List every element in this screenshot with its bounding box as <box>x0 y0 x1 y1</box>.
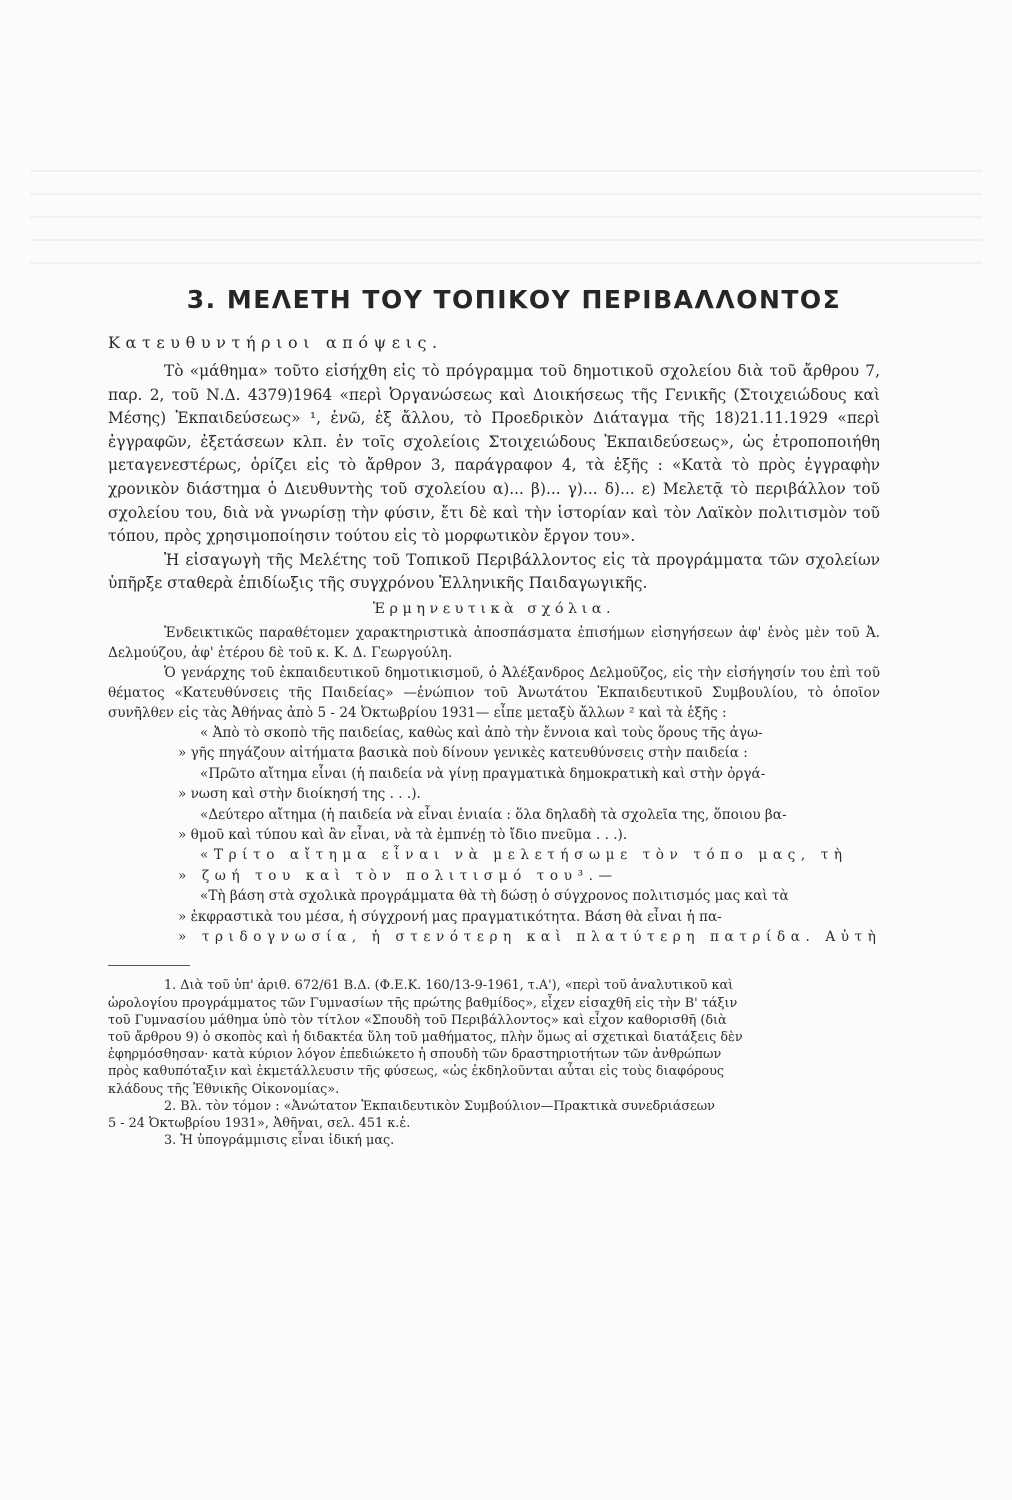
footnote-line: τοῦ Γυμνασίου μάθημα ὑπὸ τὸν τίτλον «Σπουδὴ τοῦ Περιβάλλοντος» καὶ εἶχον καθορισθῆ (διὰ <box>108 1012 727 1028</box>
subheading: Κατευθυντήριοι απόψεις. <box>108 333 443 352</box>
quote-line-emphasized: » ζωή του καὶ τὸν πολιτισμό του³.— <box>178 867 618 884</box>
paragraph: Ἡ εἰσαγωγὴ τῆς Μελέτης τοῦ Τοπικοῦ Περιβάλλοντος εἰς τὰ προγράμματα τῶν σχολείων ὑπῆρξε σταθερὰ ἐπιδίωξις τῆς συγχρόνου Ἑλληνικῆς Παιδαγωγικῆς. <box>108 550 880 593</box>
footnote-line: 1. Διὰ τοῦ ὑπ' ἀριθ. 672/61 Β.Δ. (Φ.Ε.Κ. 160/13-9-1961, τ.Α'), «περὶ τοῦ ἀναλυτικοῦ καὶ <box>164 978 734 994</box>
show-through-line <box>30 239 982 241</box>
footnote-3 <box>108 1132 880 1149</box>
footnote-line: 2. Βλ. τὸν τόμον : «Ἀνώτατον Ἐκπαιδευτικὸν Συμβούλιον—Πρακτικὰ συνεδριάσεων <box>164 1098 715 1114</box>
footnote-line: πρὸς καθυπόταξιν καὶ ἐκμετάλλευσιν τῆς φύσεως, «ὡς ἐκδηλοῦνται αὗται εἰς τοὺς διαφόρους <box>108 1064 725 1080</box>
quote-line: » γῆς πηγάζουν αἰτήματα βασικὰ ποὺ δίνουν γενικὲς κατευθύνσεις στὴν παιδεία : <box>178 745 748 762</box>
footnote-line: 3. Ἡ ὑπογράμμισις εἶναι ἰδική μας. <box>164 1133 395 1149</box>
quote-line: « Ἀπὸ τὸ σκοπὸ τῆς παιδείας, καθὼς καὶ ἀπὸ τὴν ἔννοια καὶ τοὺς ὅρους τῆς ἀγω- <box>200 724 763 741</box>
quote-line: «Δεύτερο αἴτημα (ἡ παιδεία νὰ εἶναι ἑνιαία : ὅλα δηλαδὴ τὰ σχολεῖα της, ὅποιου βα- <box>200 806 787 823</box>
quote-line: » νωση καὶ στὴν διοίκησή της . . .). <box>178 786 421 803</box>
quote-line: » θμοῦ καὶ τύπου καὶ ἂν εἶναι, νὰ τὰ ἐμπνέῃ τὸ ἴδιο πνεῦμα . . .). <box>178 826 628 843</box>
quotation-block <box>108 723 880 947</box>
show-through-line <box>30 262 982 264</box>
quote-line-emphasized: «Τρίτο αἴτημα εἶναι νὰ μελετήσωμε τὸν τόπο μας, τὴ <box>200 847 848 864</box>
quote-line: » ἐκφραστικὰ του μέσα, ἡ σύγχρονή μας πραγματικότητα. Βάση θὰ εἶναι ἡ πα- <box>178 908 722 925</box>
quote-line-emphasized: » τριδογνωσία, ἡ στενότερη καὶ πλατύτερη πατρίδα. Αὐτὴ <box>178 929 882 945</box>
footnote-line: ἐφηρμόσθησαν· κατὰ κύριον λόγον ἐπεδιώκετο ἡ σπουδὴ τῶν δραστηριοτήτων τῶν ἀνθρώπων <box>108 1047 722 1063</box>
footnote-2 <box>108 1098 880 1132</box>
footnote-divider <box>108 965 190 966</box>
section-caption: Ἑρμηνευτικὰ σχόλια. <box>372 600 616 617</box>
paragraph: Ἐνδεικτικῶς παραθέτομεν χαρακτηριστικὰ ἀποσπάσματα ἐπισήμων εἰσηγήσεων ἀφ' ἑνὸς μὲν τοῦ Ἀ. Δελμούζου, ἀφ' ἑτέρου δὲ τοῦ κ. Κ. Δ. Γεωργούλη. <box>108 624 880 661</box>
footnote-line: 5 - 24 Ὀκτωβρίου 1931», Ἀθῆναι, σελ. 451 κ.ἑ. <box>108 1116 411 1132</box>
footnote-line: τοῦ ἄρθρου 9) ὁ σκοπὸς καὶ ἡ διδακτέα ὕλη τοῦ μαθήματος, πλὴν ὅμως αἱ σχετικαὶ διατάξεις δὲν <box>108 1030 743 1046</box>
footnote-1 <box>108 977 880 1097</box>
footnote-line: κλάδους τῆς Ἐθνικῆς Οἰκονομίας». <box>108 1081 340 1097</box>
show-through-line <box>30 216 982 218</box>
quote-line: «Τὴ βάση στὰ σχολικὰ προγράμματα θὰ τὴ δώσῃ ὁ σύγχρονος πολιτισμός μας καὶ τὰ <box>200 888 789 905</box>
paragraph: Τὸ «μάθημα» τοῦτο εἰσήχθη εἰς τὸ πρόγραμμα τοῦ δημοτικοῦ σχολείου διὰ τοῦ ἄρθρου 7, παρ. 2, τοῦ Ν.Δ. 4379)1964 «περὶ Ὀργανώσεως καὶ Διοικήσεως τῆς Γενικῆς (Στοιχειώδους καὶ Μέσης) Ἐκπαιδεύσεως» ¹, ἐνῶ, ἐξ ἄλλου, τὸ Προεδρικὸν Διάταγμα τῆς 18)21.11.1929 «περὶ ἐγγραφῶν, ἐξετάσεων κλπ. ἐν τοῖς σχολείοις Στοιχειώδους Ἐκπαιδεύσεως», ὡς ἐτροποποιήθη μεταγενεστέρως, ὁρίζει εἰς τὸ ἄρθρον 3, παράγραφον 4, τὰ ἑξῆς : «Κατὰ τὸ πρὸς ἐγγραφὴν χρονικὸν διάστημα ὁ Διευθυντὴς τοῦ σχολείου α)... β)... γ)... δ)... ε) Μελετᾷ τὸ περιβάλλον τοῦ σχολείου του, διὰ νὰ γνωρίσῃ τὴν φύσιν, ἔτι δὲ καὶ τὴν ἱστορίαν καὶ τὸν Λαϊκὸν πολιτισμὸν τοῦ τόπου, πρὸς χρησιμοποίησιν τούτου εἰς τὸ μορφωτικὸν ἔργον του». <box>108 362 880 546</box>
show-through-line <box>30 170 982 172</box>
quote-line: «Πρῶτο αἴτημα εἶναι (ἡ παιδεία νὰ γίνῃ πραγματικὰ δημοκρατικὴ καὶ στὴν ὀργά- <box>200 765 766 782</box>
paragraph: Ὁ γενάρχης τοῦ ἐκπαιδευτικοῦ δημοτικισμοῦ, ὁ Ἀλέξανδρος Δελμοῦζος, εἰς τὴν εἰσήγησίν του ἐπὶ τοῦ θέματος «Κατευθύνσεις τῆς Παιδείας» —ἐνώπιον τοῦ Ἀνωτάτου Ἐκπαιδευτικοῦ Συμβουλίου, τὸ ὁποῖον συνῆλθεν εἰς τὰς Ἀθήνας ἀπὸ 5 - 24 Ὀκτωβρίου 1931— εἶπε μεταξὺ ἄλλων ² καὶ τὰ ἑξῆς : <box>108 664 880 721</box>
footnote-line: ὡρολογίου προγράμματος τῶν Γυμνασίων τῆς πρώτης βαθμίδος», εἶχεν εἰσαχθῆ εἰς τὴν Β' τάξιν <box>108 995 738 1011</box>
page-body <box>108 285 880 1149</box>
section-heading: 3. ΜΕΛΕΤΗ ΤΟΥ ΤΟΠΙΚΟΥ ΠΕΡΙΒΑΛΛΟΝΤΟΣ <box>186 285 842 314</box>
show-through-line <box>30 193 982 195</box>
